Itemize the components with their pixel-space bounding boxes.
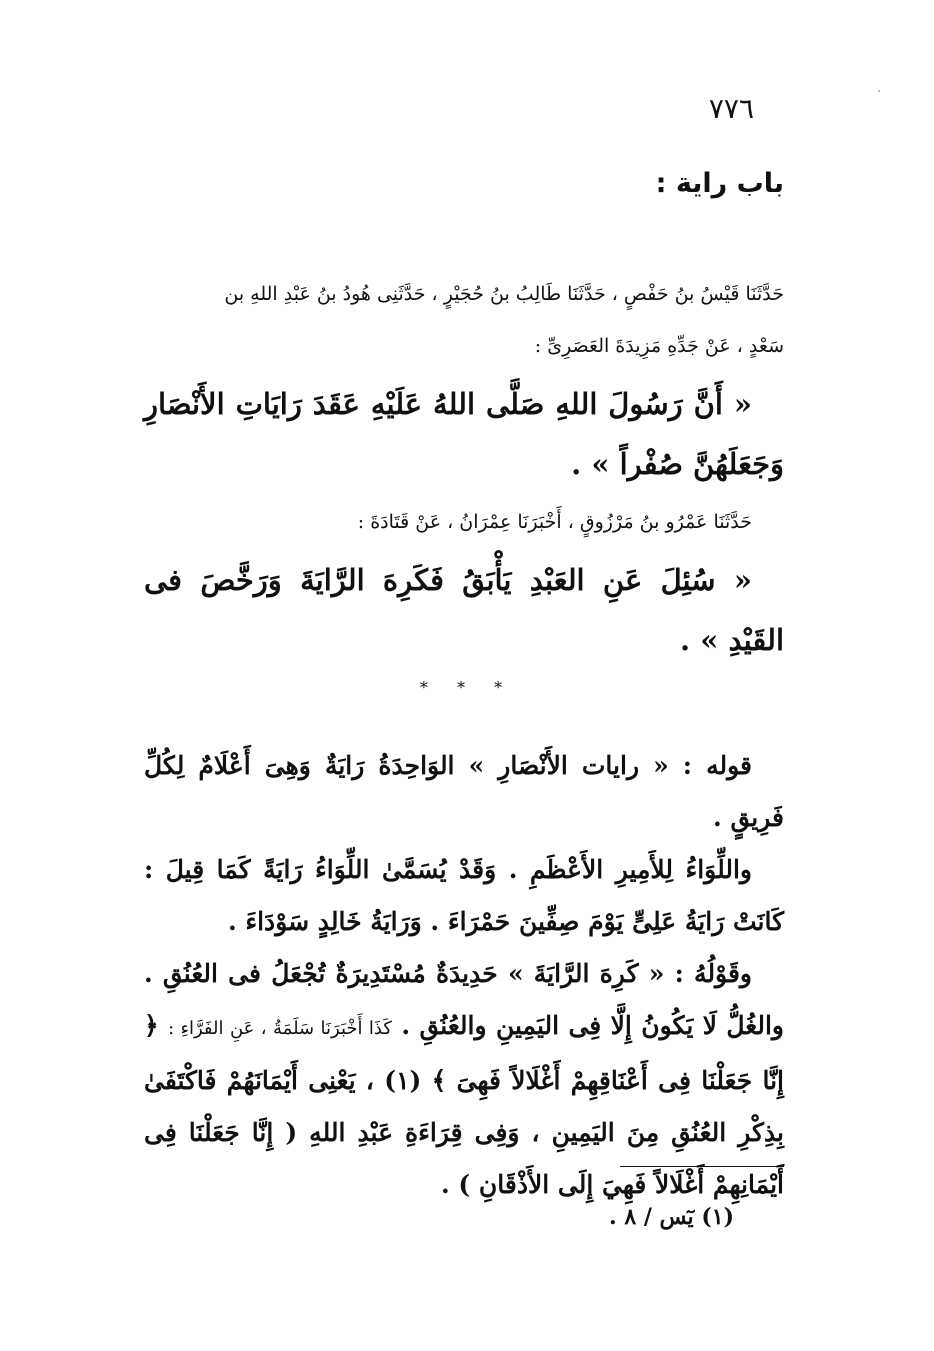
hadith2-matn xyxy=(144,550,784,670)
section-separator: * * * xyxy=(419,678,515,697)
commentary-paragraph-2: واللِّوَاءُ لِلأَمِيرِ الأَعْظَمِ . وَقَدْ يُسَمَّىٰ اللِّوَاءُ رَايَةً كَمَا قِيلَ : كَانَتْ رَايَةُ عَلِىٍّ يَوْمَ صِفِّينَ حَمْرَاءَ . وَرَايَةُ خَالِدٍ سَوْدَاءَ . xyxy=(144,855,784,936)
commentary xyxy=(144,740,784,1211)
hadith1-matn xyxy=(144,374,784,494)
margin-speck xyxy=(878,90,880,92)
footnote: (١) يٓس / ٨ . xyxy=(609,1204,734,1230)
commentary-p3-citation: كَذَا أَخْبَرَنَا سَلَمَةُ ، عَنِ الفَرَّاءِ : xyxy=(168,1018,392,1039)
commentary-p3-part1: وقَوْلُهُ : « كَرِهَ الرَّايَةَ » حَدِيدَةٌ مُسْتَدِيرَةٌ تُجْعَلُ فى العُنُقِ . والغُلُّ لَا يَكُونُ إِلَّا فِى اليَمِينِ والعُنُقِ . xyxy=(144,959,784,1040)
hadith1-isnad-line1: حَدَّثَنَا قَيْسُ بنُ حَفْصٍ ، حَدَّثَنَا طَالِبُ بنُ حُجَيْرٍ ، حَدَّثَنِى هُودُ بنُ عَبْدِ اللهِ بن xyxy=(224,283,784,305)
hadith1-matn-text: « أَنَّ رَسُولَ اللهِ صَلَّى اللهُ عَلَيْهِ عَقَدَ رَايَاتِ الأَنْصَارِ وَجَعَلَهُنَّ صُفْراً » . xyxy=(144,387,784,481)
hadith2-isnad-text: حَدَّثَنَا عَمْرُو بنُ مَرْزُوقٍ ، أَخْبَرَنَا عِمْرَانُ ، عَنْ قَتَادَةَ : xyxy=(357,511,752,533)
chapter-title: باب راية : xyxy=(655,168,784,199)
hadith1-isnad-line2: سَعْدٍ ، عَنْ جَدِّهِ مَزِيدَةَ العَصَرِىِّ : xyxy=(534,335,784,357)
page-number: ٧٧٦ xyxy=(708,92,754,125)
commentary-paragraph-1: قوله : « رايات الأَنْصَارِ » الوَاحِدَةُ رَايَةٌ وَهِىَ أَعْلَامٌ لِكُلِّ فَرِيقٍ . xyxy=(144,751,784,832)
commentary-p3-part2: ﴿ إِنَّا جَعَلْنَا فِى أَعْنَاقِهِمْ أَغْلَالاً فَهِىَ ﴾ (١) ، يَعْنِى أَيْمَانَهُمْ فَاكْتَفَىٰ بِذِكْرِ العُنُقِ مِنَ اليَمِينِ ، وَفِى قِرَاءَةِ عَبْدِ اللهِ ( إِنَّا جَعَلْنَا فِى أَيْمَانِهِمْ أَغْلَالاً فَهِيَ إِلَى الأَذْقَانِ ) . xyxy=(144,1011,785,1199)
hadith2-isnad xyxy=(144,496,784,548)
hadith2-matn-text: « سُئِلَ عَنِ العَبْدِ يَأْبَقُ فَكَرِهَ الرَّايَةَ وَرَخَّصَ فى القَيْدِ » . xyxy=(144,563,784,657)
commentary-paragraph-3 xyxy=(144,948,784,1211)
hadith1-isnad xyxy=(144,268,784,372)
footnote-rule xyxy=(620,1166,784,1167)
